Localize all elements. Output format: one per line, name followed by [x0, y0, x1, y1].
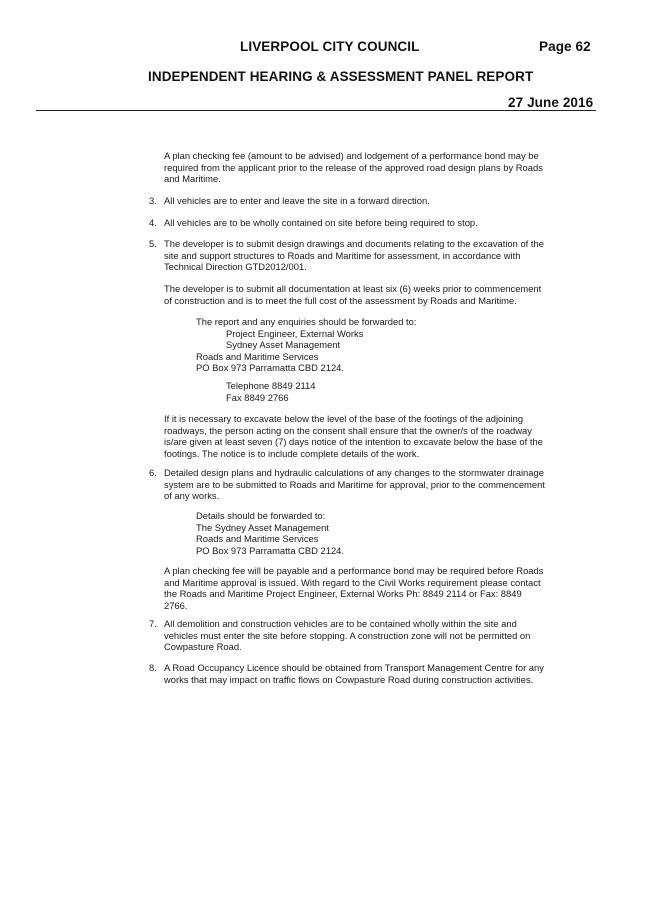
text-line: site and support structures to Roads and Maritime for assessment, in accordance with	[164, 249, 521, 261]
text-line: is/are given at least seven (7) days notice of the intention to excavate below the base of the	[164, 436, 543, 448]
text-line: Fax 8849 2766	[226, 391, 289, 403]
text-line: All vehicles are to be wholly contained on site before being required to stop.	[164, 217, 478, 228]
item-number-7: 7.	[149, 618, 157, 629]
item-6-text	[164, 467, 559, 502]
item-8-text	[164, 662, 559, 685]
text-line: Project Engineer, External Works	[226, 327, 364, 339]
item-5-paragraph-2	[164, 283, 559, 306]
header-rule	[36, 110, 596, 111]
text-line: The Sydney Asset Management	[196, 521, 329, 533]
item-4-text	[164, 217, 559, 229]
item-6-details-block	[196, 510, 591, 556]
text-line: All demolition and construction vehicles are to be contained wholly within the site and	[164, 618, 517, 629]
intro-paragraph	[164, 150, 559, 185]
text-line: the Roads and Maritime Project Engineer, External Works Ph: 8849 2114 or Fax: 8849	[164, 588, 522, 600]
text-line: The developer is to submit all documentation at least six (6) weeks prior to commencement	[164, 283, 542, 294]
text-line: A plan checking fee will be payable and a performance bond may be required before Roads	[164, 565, 544, 576]
text-line: and Maritime.	[164, 173, 221, 185]
report-date: 27 June 2016	[508, 95, 594, 110]
text-line: A Road Occupancy Licence should be obtained from Transport Management Centre for any	[164, 662, 544, 673]
text-line: PO Box 973 Parramatta CBD 2124.	[196, 544, 344, 556]
text-line: Roads and Maritime Services	[196, 533, 319, 545]
text-line: of any works.	[164, 490, 220, 502]
item-5-text	[164, 238, 559, 273]
text-line: required from the applicant prior to the release of the approved road design plans by Roads	[164, 161, 543, 173]
text-line: Telephone 8849 2114	[226, 380, 316, 391]
text-line: The report and any enquiries should be forwarded to:	[196, 316, 417, 327]
text-line: If it is necessary to excavate below the level of the base of the footings of the adjoining	[164, 413, 524, 424]
text-line: Details should be forwarded to:	[196, 510, 326, 521]
page-number: Page 62	[539, 39, 591, 54]
text-line: roadways, the person acting on the consent shall ensure that the owner/s of the roadway	[164, 424, 532, 436]
item-number-4: 4.	[149, 217, 157, 228]
text-line: Technical Direction GTD2012/001.	[164, 261, 307, 273]
text-line: system are to be submitted to Roads and Maritime for approval, prior to the commencement	[164, 478, 545, 490]
text-line: All vehicles are to enter and leave the site in a forward direction.	[164, 195, 430, 206]
item-number-5: 5.	[149, 238, 157, 249]
item-number-3: 3.	[149, 195, 157, 206]
text-line: vehicles must enter the site before stopping. A construction zone will not be permitted on	[164, 629, 531, 641]
item-5-phone-block	[226, 380, 621, 403]
item-5-address-block	[196, 316, 591, 374]
text-line: PO Box 973 Parramatta CBD 2124.	[196, 362, 344, 374]
council-name: LIVERPOOL CITY COUNCIL	[240, 39, 420, 54]
text-line: footings. The notice is to include complete details of the work.	[164, 447, 420, 459]
text-line: Roads and Maritime Services	[196, 350, 319, 362]
item-7-text	[164, 618, 559, 653]
item-number-8: 8.	[149, 662, 157, 673]
text-line: works that may impact on traffic flows on Cowpasture Road during construction activities.	[164, 673, 534, 685]
text-line: Sydney Asset Management	[226, 339, 341, 351]
text-line: Detailed design plans and hydraulic calculations of any changes to the stormwater drainage	[164, 467, 544, 478]
item-3-text	[164, 195, 559, 207]
item-6-paragraph-2	[164, 565, 559, 611]
text-line: of construction and is to meet the full cost of the assessment by Roads and Maritime.	[164, 294, 517, 306]
text-line: and Maritime approval is issued. With regard to the Civil Works requirement please contact	[164, 576, 541, 588]
item-number-6: 6.	[149, 467, 157, 478]
text-line: Cowpasture Road.	[164, 641, 242, 653]
text-line: A plan checking fee (amount to be advised) and lodgement of a performance bond may be	[164, 150, 539, 161]
text-line: The developer is to submit design drawings and documents relating to the excavation of the	[164, 238, 544, 249]
text-line: 2766.	[164, 599, 188, 611]
item-5-paragraph-3	[164, 413, 559, 459]
report-title: INDEPENDENT HEARING & ASSESSMENT PANEL REPORT	[148, 69, 534, 84]
